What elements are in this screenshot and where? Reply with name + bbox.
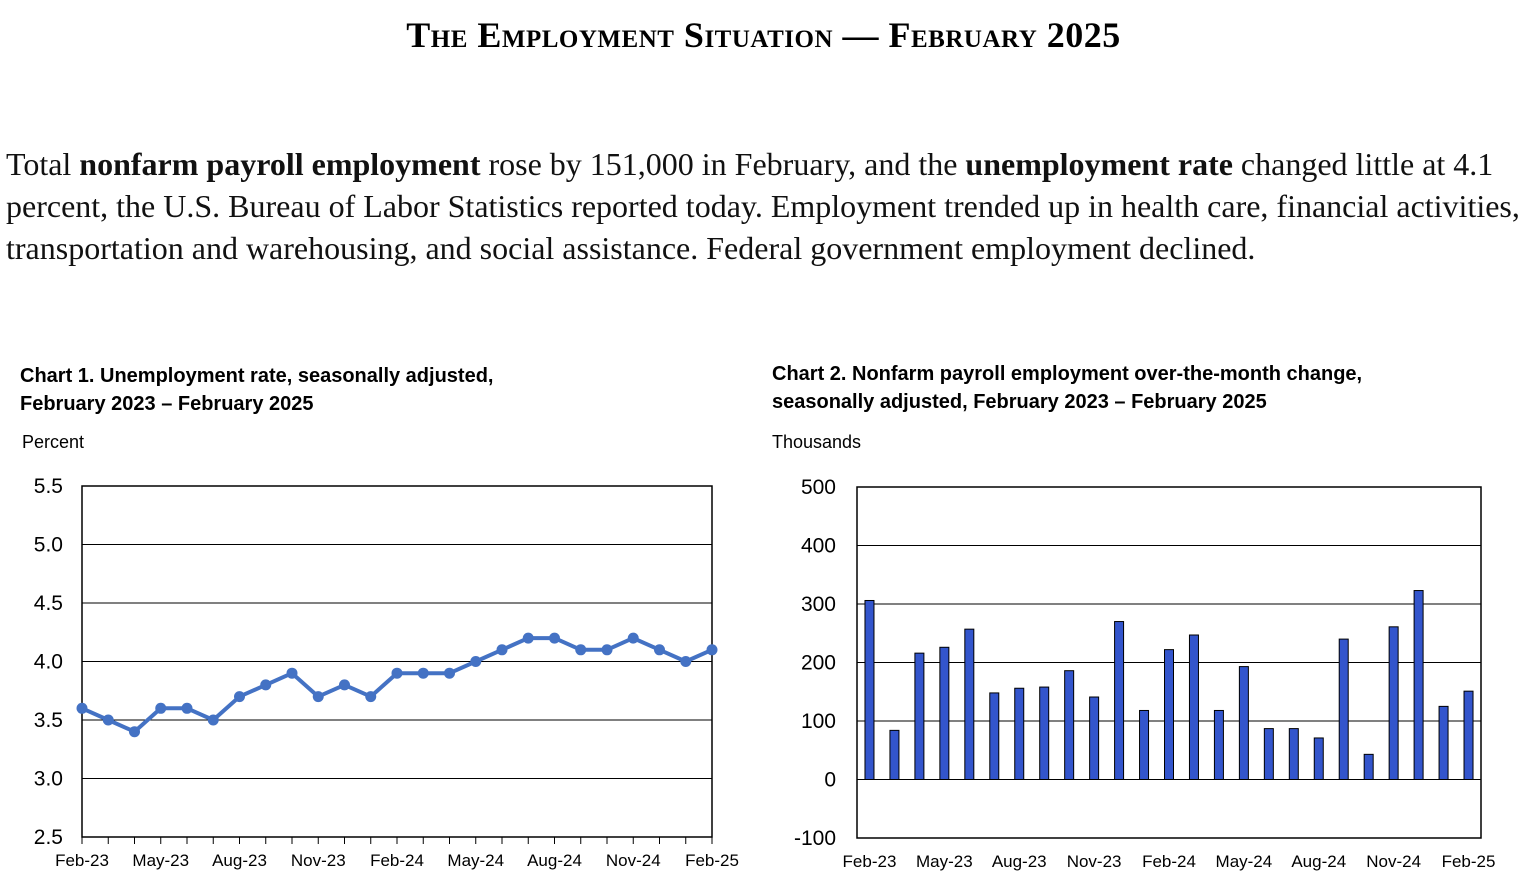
chart2-xtick-label: May-23 <box>916 852 973 871</box>
page-title: The Employment Situation — February 2025 <box>406 15 1121 55</box>
chart2-bar <box>1239 667 1248 780</box>
chart2-bar <box>1165 650 1174 780</box>
chart1-data-point <box>103 715 114 726</box>
chart2-bar <box>1414 591 1423 780</box>
chart1-data-point <box>523 633 534 644</box>
chart1-data-point <box>182 703 193 714</box>
chart1-title-line2: February 2023 – February 2025 <box>20 393 314 415</box>
chart2-ytick-label: 400 <box>800 534 836 558</box>
chart1-data-point <box>287 668 298 679</box>
chart2-bar <box>1040 687 1049 779</box>
chart1-data-point <box>129 726 140 737</box>
intro-bold-unemployment: unemployment rate <box>965 146 1233 182</box>
intro-text-2: rose by 151,000 in February, and the <box>480 146 966 182</box>
chart2-bar <box>1389 627 1398 780</box>
chart1-data-point <box>680 656 691 667</box>
chart2-title-line2: seasonally adjusted, February 2023 – February 2025 <box>772 391 1267 413</box>
chart2-bar <box>965 629 974 779</box>
chart1-data-point <box>208 715 219 726</box>
chart2-bar <box>1439 706 1448 779</box>
chart2-bar <box>1214 710 1223 779</box>
chart1-ytick-label: 3.5 <box>33 709 63 732</box>
chart1-data-point <box>77 703 88 714</box>
chart1-data-point <box>260 679 271 690</box>
chart1-ytick-label: 4.0 <box>33 650 63 674</box>
chart1-data-point <box>339 679 350 690</box>
chart1-ytick-label: 5.5 <box>33 475 63 498</box>
chart2-bar <box>1015 688 1024 779</box>
chart2-bar <box>1090 697 1099 779</box>
unemployment-line-chart <box>34 475 739 870</box>
chart2-bar <box>940 647 949 779</box>
chart1-xtick-label: Feb-25 <box>685 851 739 870</box>
chart2-bar <box>865 600 874 779</box>
chart1-data-point <box>155 703 166 714</box>
chart2-ytick-label: 500 <box>800 476 836 499</box>
chart1-xtick-label: Feb-23 <box>55 851 109 870</box>
chart1-data-point <box>497 644 508 655</box>
chart2-bar <box>1339 639 1348 779</box>
chart1-data-point <box>654 644 665 655</box>
chart1-data-point <box>392 668 403 679</box>
chart1-xtick-label: Nov-24 <box>605 851 661 870</box>
chart2-xtick-label: Nov-23 <box>1066 852 1122 871</box>
chart1-xtick-label: May-23 <box>132 851 190 870</box>
chart2-xtick-label: May-24 <box>1215 852 1273 871</box>
chart2-ytick-label: 0 <box>824 768 836 792</box>
chart1-data-point <box>418 668 429 679</box>
chart1-xtick-label: Feb-24 <box>370 851 424 870</box>
chart2-bar <box>1189 635 1198 779</box>
chart2-bar <box>1464 691 1473 779</box>
chart1-data-point <box>549 633 560 644</box>
chart1-data-point <box>628 633 639 644</box>
chart1-unit-label: Percent <box>22 432 85 452</box>
chart1-data-point <box>234 691 245 702</box>
chart2-bar <box>990 693 999 780</box>
chart1-data-point <box>575 644 586 655</box>
intro-bold-payroll: nonfarm payroll employment <box>79 146 481 182</box>
chart1-xtick-label: May-24 <box>447 851 505 870</box>
chart1-ytick-label: 5.0 <box>33 533 63 557</box>
chart2-bar <box>1140 710 1149 779</box>
chart2-bar <box>915 653 924 779</box>
chart2-xtick-label: Nov-24 <box>1366 852 1422 871</box>
chart2-xtick-label: Feb-24 <box>1142 852 1196 871</box>
chart2-bar <box>1065 671 1074 780</box>
chart2-bar <box>1314 738 1323 780</box>
chart2-xtick-label: Aug-24 <box>1291 852 1347 871</box>
chart1-ytick-label: 4.5 <box>33 592 63 615</box>
chart1-data-point <box>444 668 455 679</box>
chart2-bar <box>1364 754 1373 779</box>
intro-text-3: changed little at 4.1 percent, the U.S. Bureau of Labor Statistics reported today. Employment trended up in health care, financial activities, transportation and warehousing, and social assistance. Federal government employment declined. <box>6 146 1520 266</box>
chart1-xtick-label: Nov-23 <box>290 851 346 870</box>
chart2-title-line1: Chart 2. Nonfarm payroll employment over-the-month change, <box>772 363 1363 385</box>
chart1-data-point <box>365 691 376 702</box>
chart1-data-point <box>707 644 718 655</box>
chart1-ytick-label: 2.5 <box>33 826 63 849</box>
chart2-ytick-label: 200 <box>800 651 836 675</box>
chart1-data-point <box>313 691 324 702</box>
chart2-unit-label: Thousands <box>772 432 862 452</box>
chart1-title-line1: Chart 1. Unemployment rate, seasonally adjusted, <box>20 365 494 387</box>
chart2-bar <box>1264 729 1273 780</box>
chart2-ytick-label: 100 <box>800 710 836 733</box>
chart1-data-point <box>470 656 481 667</box>
chart2-xtick-label: Aug-23 <box>991 852 1047 871</box>
chart2-bar <box>1289 729 1298 780</box>
intro-text-1: Total <box>6 146 80 182</box>
chart1-xtick-label: Aug-24 <box>527 851 582 870</box>
chart2-xtick-label: Feb-25 <box>1441 852 1496 871</box>
payroll-bar-chart <box>794 476 1495 871</box>
chart2-bar <box>890 730 899 779</box>
chart2-ytick-label: 300 <box>800 593 836 616</box>
chart1-xtick-label: Aug-23 <box>212 851 267 870</box>
chart2-ytick-label: -100 <box>793 827 836 850</box>
chart2-bar <box>1115 622 1124 780</box>
chart1-ytick-label: 3.0 <box>33 767 63 791</box>
chart1-data-point <box>602 644 613 655</box>
chart2-xtick-label: Feb-23 <box>842 852 897 871</box>
chart1-series-line <box>82 638 712 732</box>
